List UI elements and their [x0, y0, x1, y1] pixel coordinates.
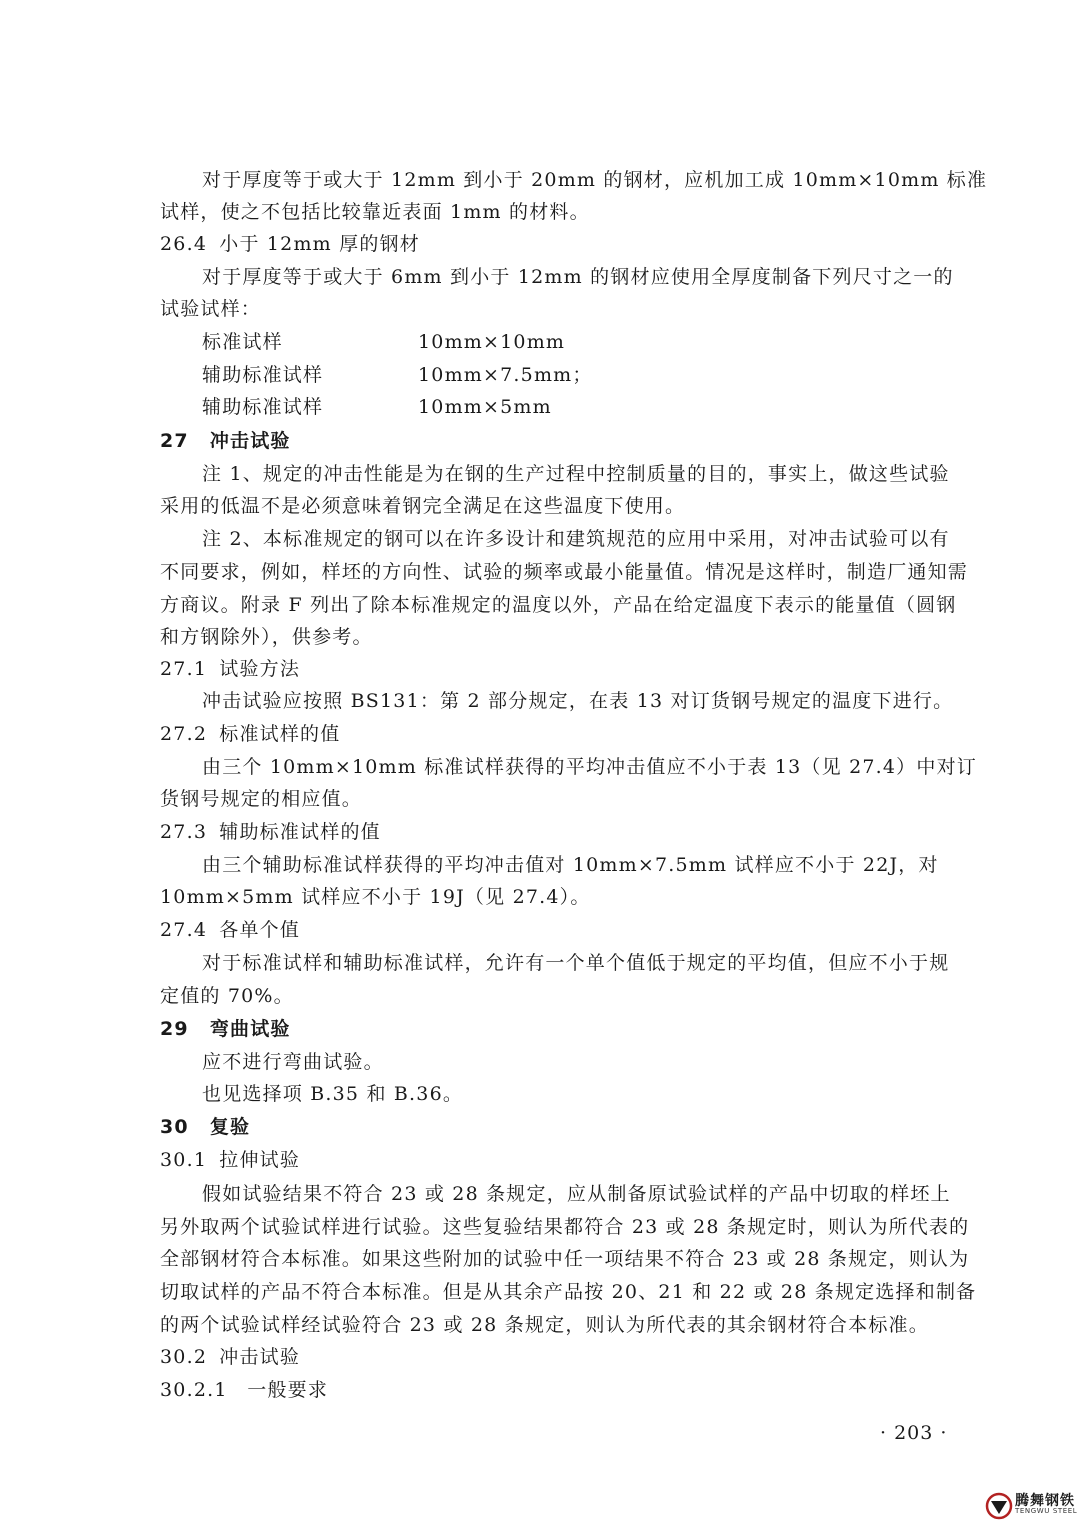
paragraph-line: 冲击试验应按照 BS131：第 2 部分规定，在表 13 对订货钢号规定的温度下进行。	[202, 690, 954, 712]
section-number: 27.1	[160, 658, 208, 680]
paragraph-line: 应不进行弯曲试验。	[202, 1051, 384, 1073]
section-heading-27-4	[160, 915, 990, 945]
paragraph-line: 10mm×5mm 试样应不小于 19J（见 27.4）。	[160, 886, 591, 908]
section-title: 各单个值	[219, 919, 301, 941]
section-number: 27	[160, 430, 189, 452]
paragraph-line: 注 1、规定的冲击性能是为在钢的生产过程中控制质量的目的，事实上，做这些试验	[202, 463, 950, 485]
page-number: · 203 ·	[880, 1422, 948, 1444]
paragraph-line: 货钢号规定的相应值。	[160, 788, 363, 810]
paragraph-line: 的两个试验试样经试验符合 23 或 28 条规定，则认为所代表的其余钢材符合本标准。	[160, 1314, 929, 1336]
paragraph-line: 由三个 10mm×10mm 标准试样获得的平均冲击值应不小于表 13（见 27.4）中对订	[202, 756, 977, 778]
section-heading-27	[160, 426, 990, 456]
paragraph-line: 也见选择项 B.35 和 B.36。	[202, 1083, 464, 1105]
section-title: 试验方法	[219, 658, 301, 680]
section-title: 标准试样的值	[219, 723, 341, 745]
specimen-name: 标准试样	[202, 331, 283, 353]
section-heading-30-1	[160, 1145, 990, 1175]
paragraph-line: 注 2、本标准规定的钢可以在许多设计和建筑规范的应用中采用，对冲击试验可以有	[202, 528, 950, 550]
section-heading-30-2	[160, 1342, 990, 1372]
section-heading-27-2	[160, 719, 990, 749]
section-title: 一般要求	[247, 1379, 329, 1401]
specimen-row	[202, 392, 1032, 422]
paragraph-line: 定值的 70%。	[160, 985, 294, 1007]
specimen-row	[202, 327, 1032, 357]
section-number: 29	[160, 1018, 189, 1040]
section-heading-30	[160, 1112, 990, 1142]
section-number: 30	[160, 1116, 189, 1138]
paragraph-line: 切取试样的产品不符合本标准。但是从其余产品按 20、21 和 22 或 28 条规定选择和制备	[160, 1281, 977, 1303]
specimen-name: 辅助标准试样	[202, 396, 324, 418]
section-number: 27.2	[160, 723, 208, 745]
specimen-row	[202, 360, 1032, 390]
tengwu-logo-icon	[985, 1492, 1013, 1520]
section-heading-30-2-1	[160, 1375, 990, 1405]
section-number: 30.2	[160, 1346, 208, 1368]
section-title: 辅助标准试样的值	[219, 821, 381, 843]
paragraph-line: 方商议。附录 F 列出了除本标准规定的温度以外，产品在给定温度下表示的能量值（圆钢	[160, 594, 957, 616]
section-number: 30.1	[160, 1149, 208, 1171]
paragraph-line: 由三个辅助标准试样获得的平均冲击值对 10mm×7.5mm 试样应不小于 22J，对	[202, 854, 939, 876]
section-title: 冲击试验	[219, 1346, 301, 1368]
section-heading-29	[160, 1014, 990, 1044]
section-title: 弯曲试验	[209, 1018, 291, 1040]
section-title: 冲击试验	[209, 430, 291, 452]
section-title: 小于 12mm 厚的钢材	[219, 233, 420, 255]
section-number: 26.4	[160, 233, 208, 255]
paragraph-line: 试样，使之不包括比较靠近表面 1mm 的材料。	[160, 201, 590, 223]
section-heading-27-3	[160, 817, 990, 847]
specimen-size: 10mm×7.5mm；	[418, 364, 593, 386]
paragraph-line: 不同要求，例如，样坯的方向性、试验的频率或最小能量值。情况是这样时，制造厂通知需	[160, 561, 969, 583]
paragraph-line: 对于标准试样和辅助标准试样，允许有一个单个值低于规定的平均值，但应不小于规	[202, 952, 950, 974]
specimen-size: 10mm×5mm	[418, 396, 552, 418]
paragraph-line: 对于厚度等于或大于 6mm 到小于 12mm 的钢材应使用全厚度制备下列尺寸之一的	[202, 266, 954, 288]
paragraph-line: 采用的低温不是必须意味着钢完全满足在这些温度下使用。	[160, 495, 686, 517]
watermark-cn: 腾舞钢铁	[1015, 1493, 1075, 1509]
paragraph-line: 和方钢除外），供参考。	[160, 626, 373, 648]
paragraph-line: 全部钢材符合本标准。如果这些附加的试验中任一项结果不符合 23 或 28 条规定，则认为	[160, 1248, 970, 1270]
paragraph-line: 假如试验结果不符合 23 或 28 条规定，应从制备原试验试样的产品中切取的样坯上	[202, 1183, 951, 1205]
specimen-name: 辅助标准试样	[202, 364, 324, 386]
section-number: 27.3	[160, 821, 208, 843]
specimen-size: 10mm×10mm	[418, 331, 566, 353]
section-number: 27.4	[160, 919, 208, 941]
section-heading-26-4	[160, 229, 990, 259]
watermark-logo	[985, 1490, 1085, 1522]
paragraph-line: 对于厚度等于或大于 12mm 到小于 20mm 的钢材，应机加工成 10mm×10mm 标准	[202, 169, 988, 191]
section-title: 复验	[209, 1116, 251, 1138]
section-heading-27-1	[160, 654, 990, 684]
section-number: 30.2.1	[160, 1379, 228, 1401]
watermark-en: TENGWU STEEL	[1015, 1507, 1078, 1515]
section-title: 拉伸试验	[219, 1149, 301, 1171]
paragraph-line: 另外取两个试验试样进行试验。这些复验结果都符合 23 或 28 条规定时，则认为所代表的	[160, 1216, 970, 1238]
paragraph-line: 试验试样：	[160, 298, 262, 320]
